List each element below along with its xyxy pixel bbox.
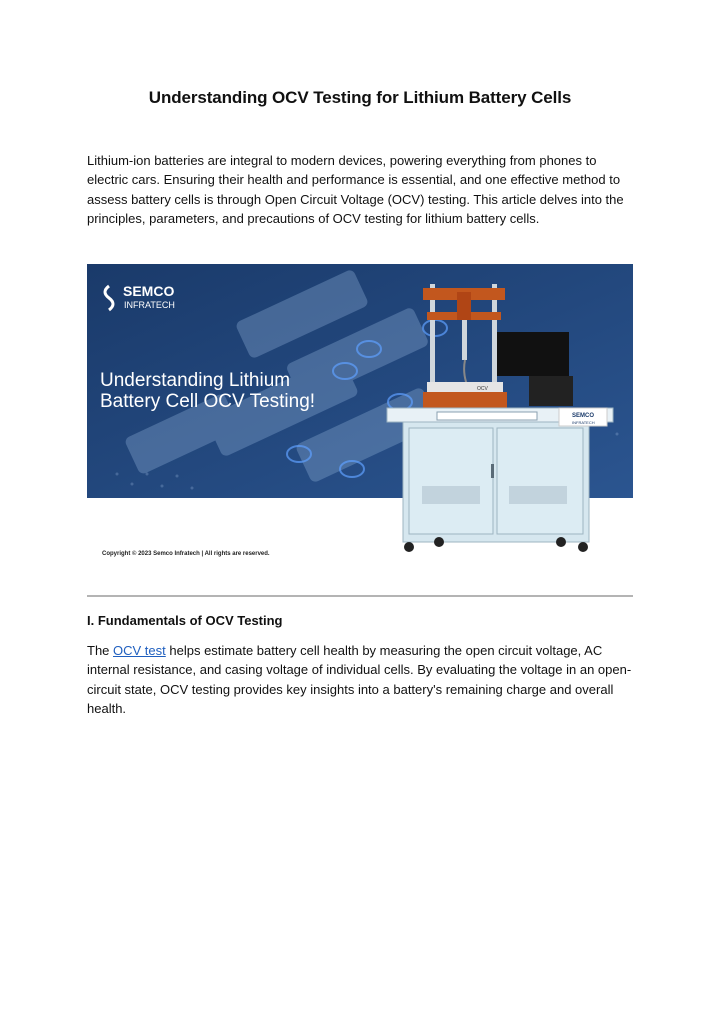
- intro-paragraph: Lithium-ion batteries are integral to modern devices, powering everything from phones to electric cars. Ensuring their health and performance is essential, and one effective method to assess battery cells is through Open Circuit Voltage (OCV) testing. This article delves into the principles, parameters, and precautions of OCV testing for lithium battery cells.: [87, 153, 624, 227]
- banner-headline-1: Understanding Lithium: [100, 370, 291, 391]
- para-text-before: The: [87, 643, 114, 658]
- banner-headline-2: Battery Cell OCV Testing!: [100, 391, 316, 412]
- machine-logo-brand: SEMCO: [572, 413, 595, 419]
- ocv-test-link[interactable]: OCV test: [113, 643, 166, 658]
- section-heading: I. Fundamentals of OCV Testing: [87, 613, 283, 628]
- tray-label: OCV: [477, 386, 488, 392]
- machine-logo-sub: INFRATECH: [572, 420, 595, 425]
- logo-brand: SEMCO: [123, 283, 175, 299]
- banner-copyright: Copyright © 2023 Semco Infratech | All rights are reserved.: [102, 551, 270, 557]
- section-paragraph: [87, 641, 635, 719]
- page-title: Understanding OCV Testing for Lithium Battery Cells: [148, 88, 572, 107]
- section-divider: [87, 595, 633, 597]
- banner-image: [87, 264, 633, 574]
- logo-sub: INFRATECH: [124, 300, 175, 310]
- para-text-after: helps estimate battery cell health by measuring the open circuit voltage, AC internal resistance, and casing voltage of individual cells. By evaluating the voltage in an open-circuit state, OCV testing provides key insights into a battery's remaining charge and overall health.: [87, 643, 632, 717]
